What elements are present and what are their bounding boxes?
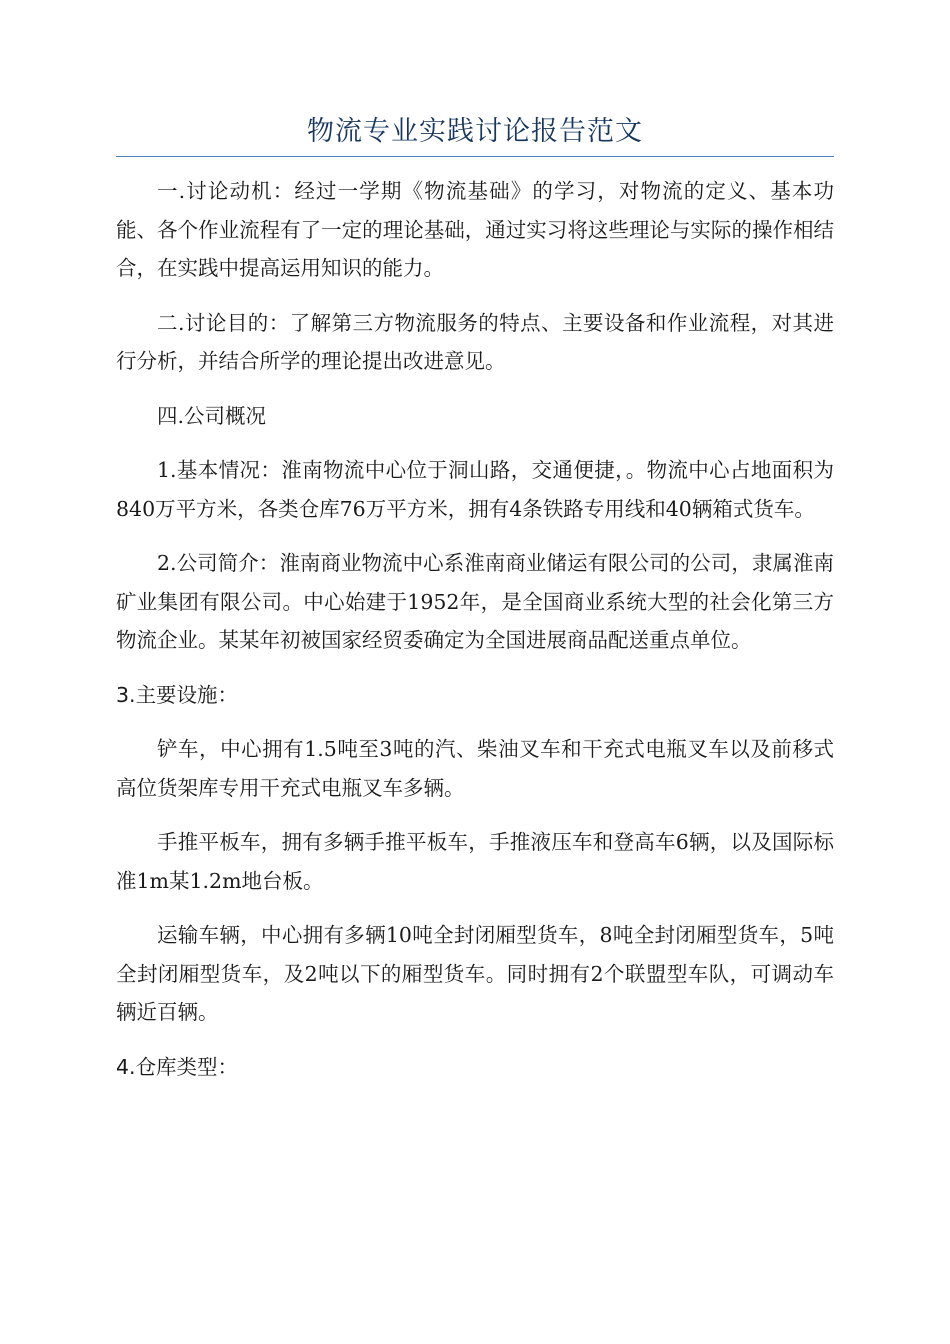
paragraph-motivation: 一.讨论动机：经过一学期《物流基础》的学习，对物流的定义、基本功能、各个作业流程有了一定的理论基础，通过实习将这些理论与实际的操作相结合，在实践中提高运用知识的能力。 — [116, 179, 834, 280]
paragraph-company-overview: 四.公司概况 — [157, 403, 267, 428]
section-number: 4. — [116, 1054, 136, 1079]
document-body — [116, 172, 834, 1102]
section-label: 主要设施： — [135, 682, 239, 707]
paragraph-transport: 运输车辆，中心拥有多辆10吨全封闭厢型货车，8吨全封闭厢型货车，5吨全封闭厢型货车，及2吨以下的厢型货车。同时拥有2个联盟型车队，可调动车辆近百辆。 — [116, 923, 834, 1024]
document-title: 物流专业实践讨论报告范文 — [307, 116, 643, 147]
section-label: 仓库类型： — [135, 1054, 239, 1079]
section-heading-facilities — [116, 676, 834, 715]
paragraph-purpose: 二.讨论目的：了解第三方物流服务的特点、主要设备和作业流程，对其进行分析，并结合所学的理论提出改进意见。 — [116, 310, 834, 373]
section-number: 3. — [116, 682, 136, 707]
paragraph-handcart: 手推平板车，拥有多辆手推平板车，手推液压车和登高车6辆，以及国际标准1m某1.2m地台板。 — [116, 830, 834, 893]
title-block — [116, 112, 834, 157]
paragraph-forklift: 铲车，中心拥有1.5吨至3吨的汽、柴油叉车和干充式电瓶叉车以及前移式高位货架库专用干充式电瓶叉车多辆。 — [116, 737, 834, 800]
section-heading-warehouse — [116, 1048, 834, 1087]
paragraph-basic-info: 1.基本情况：淮南物流中心位于洞山路，交通便捷，。物流中心占地面积为840万平方米，各类仓库76万平方米，拥有4条铁路专用线和40辆箱式货车。 — [116, 458, 834, 521]
paragraph-company-intro: 2.公司简介：淮南商业物流中心系淮南商业储运有限公司的公司，隶属淮南矿业集团有限公司。中心始建于1952年，是全国商业系统大型的社会化第三方物流企业。某某年初被国家经贸委确定为全国进展商品配送重点单位。 — [116, 551, 834, 652]
